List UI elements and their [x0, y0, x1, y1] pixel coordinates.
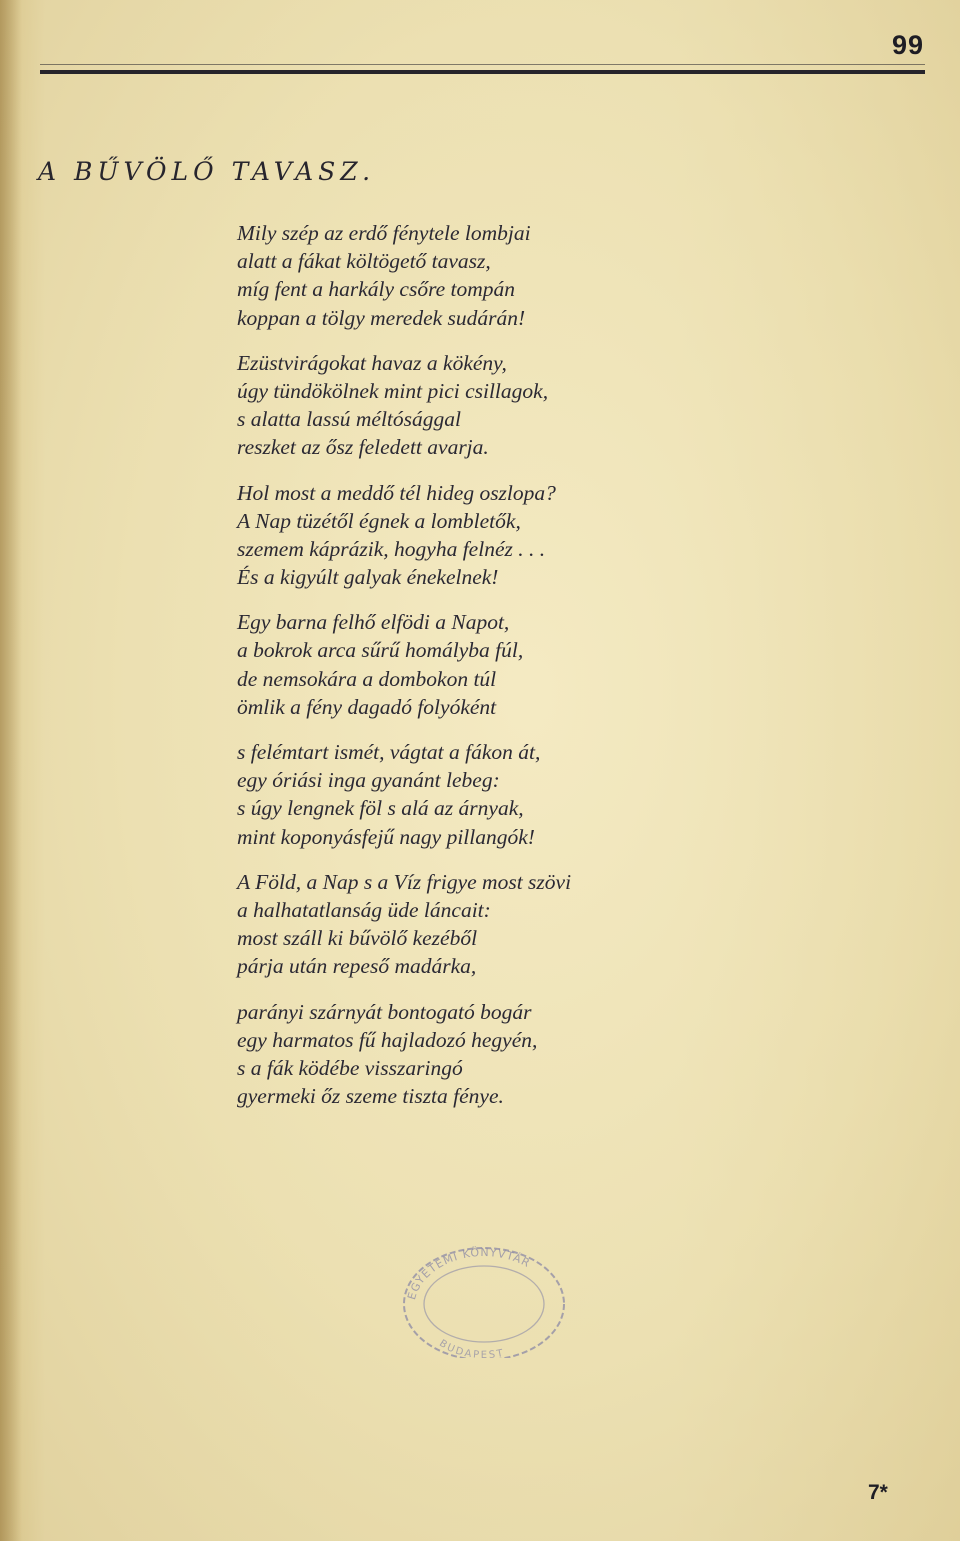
verse-line: reszket az ősz feledett avarja.	[237, 435, 489, 460]
stanza-2	[237, 349, 937, 462]
page-spine-shadow	[0, 0, 22, 1541]
verse-line: ömlik a fény dagadó folyóként	[237, 694, 497, 719]
page-number: 99	[891, 30, 924, 60]
verse-line: a halhatatlanság üde láncait:	[237, 897, 491, 922]
verse-line: a bokrok arca sűrű homályba fúl,	[237, 638, 524, 663]
verse-line: A Nap tüzétől égnek a lombletők,	[237, 508, 521, 533]
verse-line: de nemsokára a dombokon túl	[237, 666, 497, 691]
verse-line: s úgy lengnek föl s alá az árnyak,	[237, 796, 524, 821]
verse-line: mint koponyásfejű nagy pillangók!	[237, 824, 535, 849]
stanza-1	[237, 219, 937, 332]
poem-body	[237, 219, 937, 1127]
verse-line: Hol most a meddő tél hideg oszlopa?	[237, 480, 556, 505]
verse-line: koppan a tölgy meredek sudárán!	[237, 305, 526, 330]
stamp-inner-ring	[424, 1266, 544, 1342]
verse-line: alatt a fákat költögető tavasz,	[237, 249, 491, 274]
stanza-6	[237, 868, 937, 981]
stanza-5	[237, 738, 937, 851]
verse-line: s felémtart ismét, vágtat a fákon át,	[237, 740, 541, 764]
svg-text:EGYETEMI KÖNYVTÁR: EGYETEMI KÖNYVTÁR	[404, 1245, 533, 1302]
verse-line: egy harmatos fű hajladozó hegyén,	[237, 1027, 538, 1052]
header-rule-thin	[40, 64, 925, 65]
verse-line: Egy barna felhő elfödi a Napot,	[237, 610, 510, 635]
stanza-7	[237, 998, 937, 1111]
verse-line: gyermeki őz szeme tiszta fénye.	[237, 1084, 504, 1109]
printer-signature-mark: 7*	[868, 1481, 888, 1504]
verse-line: s alatta lassú méltósággal	[237, 407, 461, 432]
verse-line: szemem káprázik, hogyha felnéz . . .	[237, 536, 546, 561]
verse-line: És a kigyúlt galyak énekelnek!	[237, 565, 499, 590]
svg-text:BUDAPEST: BUDAPEST	[437, 1338, 506, 1358]
verse-line: Ezüstvirágokat havaz a kökény,	[237, 350, 507, 375]
verse-line: most száll ki bűvölő kezéből	[237, 926, 478, 951]
stanza-3	[237, 479, 937, 592]
verse-line: egy óriási inga gyanánt lebeg:	[237, 768, 500, 793]
verse-line: úgy tündökölnek mint pici csillagok,	[237, 378, 549, 403]
verse-line: parányi szárnyát bontogató bogár	[237, 999, 532, 1024]
poem-title: A BŰVÖLŐ TAVASZ.	[38, 157, 376, 186]
verse-line: A Föld, a Nap s a Víz frigye most szövi	[237, 869, 572, 894]
library-stamp	[396, 1238, 572, 1358]
verse-line: s a fák ködébe visszaringó	[237, 1055, 463, 1080]
stanza-4	[237, 608, 937, 721]
verse-line: párja után repeső madárka,	[237, 954, 477, 979]
verse-line: míg fent a harkály csőre tompán	[237, 277, 516, 302]
header-rule	[40, 70, 925, 74]
verse-line: Mily szép az erdő fénytele lombjai	[237, 221, 531, 245]
